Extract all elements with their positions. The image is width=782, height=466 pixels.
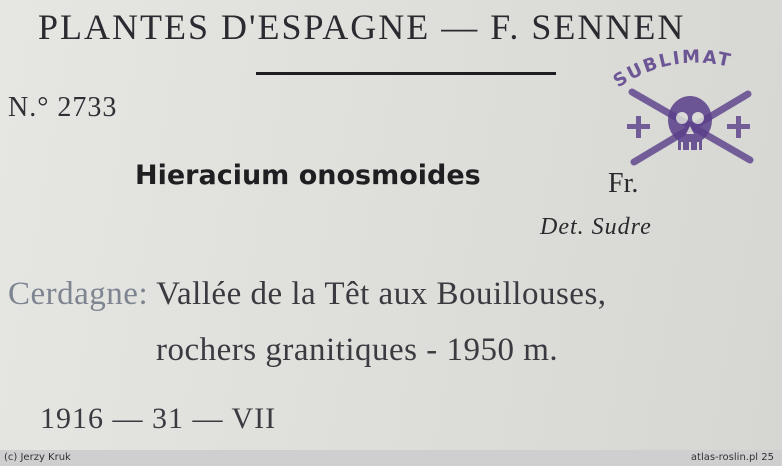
locality-line-1 (8, 276, 607, 313)
header-rule (256, 72, 556, 75)
specimen-number: N.° 2733 (8, 92, 118, 123)
taxon-author: Fr. (608, 168, 639, 199)
sublimat-stamp (600, 48, 770, 178)
taxon-name: Hieracium onosmoides (135, 160, 481, 191)
copyright-text: (c) Jerzy Kruk (4, 452, 71, 463)
source-text: atlas-roslin.pl 25 (690, 452, 774, 463)
label-header: PLANTES D'ESPAGNE — F. SENNEN (38, 7, 686, 47)
right-cross-icon (727, 116, 750, 138)
collection-date: 1916 — 31 — VII (40, 402, 277, 435)
locality-region: Cerdagne: (8, 276, 149, 312)
left-cross-icon (627, 116, 650, 138)
locality-line-2: rochers granitiques - 1950 m. (156, 332, 559, 368)
stamp-text: SUBLIMAT (609, 48, 735, 93)
skull-icon (668, 96, 712, 150)
determiner: Det. Sudre (540, 214, 652, 240)
svg-text:SUBLIMAT (610, 48, 734, 92)
locality-description: Vallée de la Têt aux Bouillouses, (156, 276, 607, 312)
image-footer (0, 450, 782, 466)
